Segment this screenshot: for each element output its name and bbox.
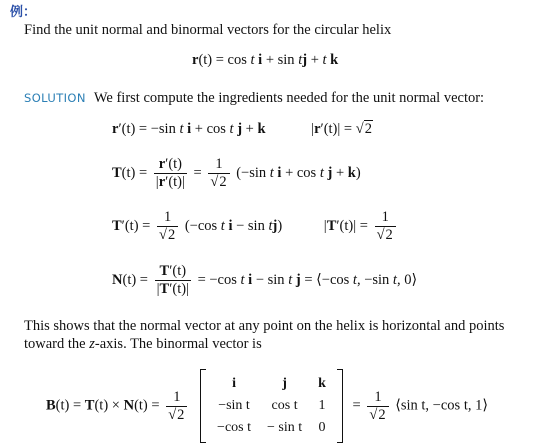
matrix-cell: 0: [318, 420, 326, 435]
matrix-cell: i: [232, 376, 236, 391]
matrix-cell: −cos t: [217, 420, 251, 435]
equation-r: r(t) = cos t i + sin tj + t k: [192, 52, 339, 68]
equation-B: B(t) = T(t) × N(t) = $\frac{1}{√2}$ i j k −sin t cos t 1 −cos t − sin t 0 = $\frac{1}{√2}$ ⟨sin t, −cos t, 1⟩: [46, 370, 488, 442]
matrix-row: [209, 417, 334, 439]
matrix-row: [209, 395, 334, 417]
equation-T: T(t) = $\frac{r'(t)}{|r'(t)|}$ = $\frac{1}{√2}$ (−sin t i + cos t j + k): [112, 156, 361, 190]
matrix-row: [209, 373, 334, 395]
cross-product-matrix: [200, 370, 343, 442]
intro-text: Find the unit normal and binormal vectors for the circular helix: [24, 22, 392, 38]
matrix-cell: − sin t: [267, 420, 303, 435]
conclusion-line-1: This shows that the normal vector at any point on the helix is horizontal and points: [24, 318, 505, 334]
matrix-cell: −sin t: [218, 398, 250, 413]
matrix-cell: k: [318, 376, 326, 391]
matrix-cell: 1: [318, 398, 326, 413]
conclusion-line-2: toward the z-axis. The binormal vector is: [24, 336, 262, 352]
equation-T-prime: T′(t) = $\frac{1}{√2}$ (−cos t i − sin tj) |T′(t)| = $\frac{1}{√2}$: [112, 209, 399, 244]
equation-r-prime: r′(t) = −sin t i + cos t j + k |r′(t)| = √2: [112, 121, 372, 137]
equation-N: N(t) = $\frac{T'(t)}{|T'(t)|}$ = −cos t i − sin t j = ⟨−cos t, −sin t, 0⟩: [112, 263, 418, 297]
matrix-cell: cos t: [271, 398, 298, 413]
example-heading: 例：: [10, 5, 37, 20]
solution-paragraph: SOLUTION We first compute the ingredients needed for the unit normal vector:: [24, 90, 485, 106]
solution-label: SOLUTION: [24, 91, 86, 105]
matrix-cell: j: [282, 376, 287, 391]
